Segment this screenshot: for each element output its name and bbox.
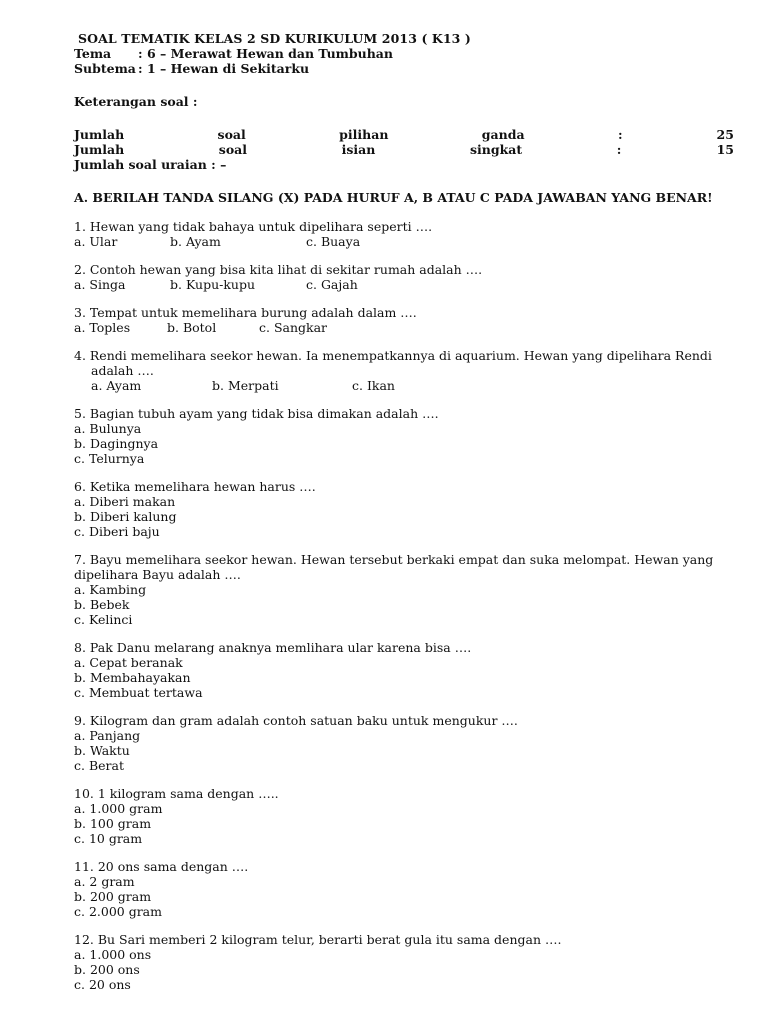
option: b. 200 gram: [74, 889, 152, 904]
option: b. Merpati: [212, 378, 279, 393]
question: [74, 219, 734, 249]
question-text: 9. Kilogram dan gram adalah contoh satuan baku untuk mengukur ….: [74, 713, 518, 728]
keterangan-cell: :: [617, 127, 623, 142]
question-text: 3. Tempat untuk memelihara burung adalah dalam ….: [74, 305, 417, 320]
keterangan-row-pg: [74, 127, 734, 142]
option: c. 20 ons: [74, 977, 131, 992]
option: b. Dagingnya: [74, 436, 159, 451]
option: c. Berat: [74, 758, 124, 773]
keterangan-cell: Jumlah: [74, 127, 125, 142]
question: [74, 640, 734, 700]
option: c. Buaya: [306, 234, 361, 249]
question-text: 8. Pak Danu melarang anaknya memlihara ular karena bisa ….: [74, 640, 472, 655]
keterangan-cell: :: [616, 142, 622, 157]
question-text: 11. 20 ons sama dengan ….: [74, 859, 249, 874]
keterangan-cell: singkat: [469, 142, 523, 157]
subtema-label: Subtema: [74, 61, 136, 76]
question-text-continued: dipelihara Bayu adalah ….: [74, 567, 241, 582]
option: a. Kambing: [74, 582, 147, 597]
option: b. Waktu: [74, 743, 130, 758]
section-a-heading: A. BERILAH TANDA SILANG (X) PADA HURUF A, B ATAU C PADA JAWABAN YANG BENAR!: [74, 190, 713, 205]
option: a. Bulunya: [74, 421, 142, 436]
option: b. 200 ons: [74, 962, 140, 977]
option: c. Telurnya: [74, 451, 145, 466]
option: b. Diberi kalung: [74, 509, 177, 524]
question: [74, 786, 734, 846]
option: c. Diberi baju: [74, 524, 160, 539]
question: [74, 348, 734, 393]
option: a. Cepat beranak: [74, 655, 183, 670]
question-options-inline: [74, 378, 734, 393]
question: [74, 305, 734, 335]
question: [74, 713, 734, 773]
question-text: 1. Hewan yang tidak bahaya untuk dipelihara seperti ….: [74, 219, 433, 234]
option: c. Ikan: [352, 378, 395, 393]
option: c. Membuat tertawa: [74, 685, 203, 700]
question: [74, 262, 734, 292]
option: a. Panjang: [74, 728, 141, 743]
tema-label: Tema: [74, 46, 112, 61]
option: a. 2 gram: [74, 874, 135, 889]
tema-row: [74, 46, 734, 61]
keterangan-row-uraian: Jumlah soal uraian : –: [74, 157, 227, 172]
option: b. 100 gram: [74, 816, 152, 831]
question: [74, 859, 734, 919]
keterangan-cell: Jumlah: [74, 142, 125, 157]
question: [74, 479, 734, 539]
question-text: 5. Bagian tubuh ayam yang tidak bisa dimakan adalah ….: [74, 406, 439, 421]
tema-value: : 6 – Merawat Hewan dan Tumbuhan: [138, 46, 393, 61]
document-page: [74, 31, 734, 1005]
option: b. Bebek: [74, 597, 130, 612]
option: a. Diberi makan: [74, 494, 176, 509]
option: a. Toples: [74, 320, 131, 335]
option: c. Kelinci: [74, 612, 133, 627]
option: a. Ayam: [91, 378, 142, 393]
question-text: 7. Bayu memelihara seekor hewan. Hewan tersebut berkaki empat dan suka melompat. Hewan yang: [74, 552, 714, 567]
option: c. 10 gram: [74, 831, 143, 846]
question-text: 10. 1 kilogram sama dengan …..: [74, 786, 279, 801]
document-title: SOAL TEMATIK KELAS 2 SD KURIKULUM 2013 ( K13 ): [78, 31, 471, 46]
question-text: 12. Bu Sari memberi 2 kilogram telur, berarti berat gula itu sama dengan ….: [74, 932, 562, 947]
option: a. Ular: [74, 234, 118, 249]
question-list: [74, 219, 734, 992]
option: b. Ayam: [170, 234, 221, 249]
question-text: 2. Contoh hewan yang bisa kita lihat di sekitar rumah adalah ….: [74, 262, 483, 277]
question-text-continued: adalah ….: [91, 363, 154, 378]
question-options-inline: [74, 320, 734, 335]
question-options-inline: [74, 234, 734, 249]
option: b. Kupu-kupu: [170, 277, 256, 292]
option: a. 1.000 gram: [74, 801, 163, 816]
question-text: 6. Ketika memelihara hewan harus ….: [74, 479, 316, 494]
subtema-row: [74, 61, 734, 76]
keterangan-heading: Keterangan soal :: [74, 94, 198, 109]
keterangan-row-isian: [74, 142, 734, 157]
option: b. Botol: [167, 320, 217, 335]
keterangan-cell: soal: [217, 127, 246, 142]
keterangan-cell: ganda: [481, 127, 525, 142]
option: c. 2.000 gram: [74, 904, 162, 919]
subtema-value: : 1 – Hewan di Sekitarku: [138, 61, 310, 76]
question: [74, 932, 734, 992]
option: b. Membahayakan: [74, 670, 191, 685]
question-options-inline: [74, 277, 734, 292]
keterangan-cell: isian: [341, 142, 376, 157]
keterangan-cell: pilihan: [339, 127, 389, 142]
question: [74, 406, 734, 466]
option: c. Gajah: [306, 277, 358, 292]
option: a. 1.000 ons: [74, 947, 152, 962]
question: [74, 552, 734, 627]
keterangan-count: 25: [716, 127, 734, 142]
keterangan-count: 15: [716, 142, 734, 157]
option: c. Sangkar: [259, 320, 328, 335]
keterangan-cell: soal: [218, 142, 248, 157]
question-text: 4. Rendi memelihara seekor hewan. Ia menempatkannya di aquarium. Hewan yang dipelihara Rendi: [74, 348, 712, 363]
option: a. Singa: [74, 277, 126, 292]
